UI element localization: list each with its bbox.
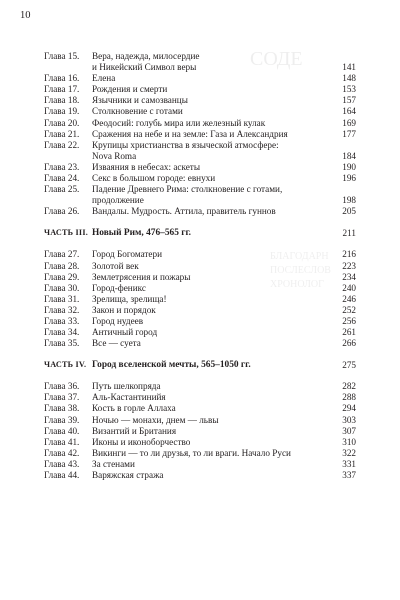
chapter-page: 310 (342, 436, 356, 447)
chapter-page: 157 (342, 95, 356, 106)
toc-row (44, 392, 356, 403)
toc-row (44, 459, 356, 470)
toc-row (44, 206, 356, 217)
toc-row (44, 51, 356, 73)
show-through-text: СОДЕ (250, 48, 303, 70)
toc-row (44, 106, 356, 117)
part-label: ЧАСТЬ III. (44, 228, 88, 238)
toc-row (44, 84, 356, 95)
toc-row (44, 316, 356, 327)
chapter-page: 331 (342, 458, 356, 469)
toc-row (44, 73, 356, 84)
chapter-page: 141 (342, 62, 356, 73)
chapter-label: Глава 22. (44, 139, 80, 150)
chapter-title: Путь шелкопряда (92, 381, 161, 392)
chapter-label: Глава 28. (44, 260, 80, 271)
chapter-title: Варяжская стража (92, 470, 164, 480)
chapter-label: Глава 39. (44, 414, 80, 425)
chapter-label: Глава 32. (44, 304, 80, 315)
chapter-label: Глава 42. (44, 447, 80, 458)
chapter-page: 169 (342, 117, 356, 128)
chapter-label: Глава 21. (44, 128, 80, 139)
chapter-title: Викинги — то ли друзья, то ли враги. Начало Руси (92, 447, 291, 458)
part-title: Город вселенской мечты, 565–1050 гг. (92, 360, 251, 371)
table-of-contents (44, 51, 356, 481)
chapter-page: 322 (342, 447, 356, 458)
toc-row (44, 294, 356, 305)
toc-row (44, 95, 356, 106)
part-label: ЧАСТЬ IV. (44, 360, 87, 370)
chapter-page: 266 (342, 338, 356, 349)
part-heading (44, 227, 356, 239)
chapter-page: 288 (342, 392, 356, 403)
toc-row (44, 415, 356, 426)
chapter-label: Глава 15. (44, 51, 80, 61)
chapter-title: Город-феникс (92, 282, 146, 293)
chapter-label: Глава 37. (44, 392, 80, 403)
chapter-page: 198 (342, 195, 356, 206)
chapter-title: Язычники и самозванцы (92, 95, 188, 106)
toc-row (44, 305, 356, 316)
chapter-label: Глава 35. (44, 338, 80, 349)
toc-row (44, 403, 356, 414)
toc-row (44, 448, 356, 459)
chapter-label: Глава 40. (44, 425, 80, 436)
chapter-title: Сражения на небе и на земле: Газа и Александрия (92, 128, 288, 139)
chapter-label: Глава 24. (44, 173, 80, 184)
chapter-label: Глава 30. (44, 282, 80, 293)
chapter-title: Город нудеев (92, 315, 144, 326)
chapter-label: Глава 16. (44, 73, 80, 84)
chapter-title: Изваяния в небесах: аскеты (92, 161, 200, 172)
chapter-title: Вера, надежда, милосердие и Никейский Символ веры (92, 51, 200, 73)
toc-row (44, 249, 356, 260)
chapter-title: Елена (92, 73, 116, 84)
chapter-label: Глава 17. (44, 84, 80, 95)
chapter-label: Глава 19. (44, 106, 80, 117)
chapter-title: Крупицы христианства в языческой атмосфере: Nova Roma (92, 139, 279, 161)
chapter-label: Глава 26. (44, 206, 80, 217)
toc-row (44, 470, 356, 481)
toc-row (44, 261, 356, 272)
chapter-title: Аль-Кастантинийя (92, 392, 166, 403)
chapter-list (44, 51, 356, 217)
chapter-title: Секс в большом городе: евнухи (92, 173, 216, 184)
chapter-title: Ночью — монахи, днем — львы (92, 414, 219, 425)
toc-row (44, 140, 356, 162)
page-number: 10 (20, 10, 31, 21)
chapter-title: Зрелища, зрелища! (92, 293, 167, 304)
chapter-page: 240 (342, 282, 356, 293)
chapter-title: Кость в горле Аллаха (92, 403, 176, 414)
toc-row (44, 129, 356, 140)
chapter-title: Византий и Британия (92, 425, 177, 436)
toc-row (44, 338, 356, 349)
chapter-label: Глава 23. (44, 161, 80, 172)
chapter-label: Глава 27. (44, 249, 80, 260)
chapter-page: 205 (342, 206, 356, 217)
chapter-title: Иконы и иконоборчество (92, 436, 191, 447)
chapter-page: 303 (342, 414, 356, 425)
chapter-title: Столкновение с готами (92, 106, 183, 117)
chapter-page: 252 (342, 304, 356, 315)
chapter-title: Закон и порядок (92, 304, 156, 315)
toc-row (44, 162, 356, 173)
chapter-page: 153 (342, 84, 356, 95)
chapter-page: 256 (342, 315, 356, 326)
chapter-page: 234 (342, 271, 356, 282)
toc-row (44, 327, 356, 338)
toc-row (44, 173, 356, 184)
chapter-title: Вандалы. Мудрость. Аттила, правитель гуннов (92, 206, 276, 217)
chapter-title: Золотой век (92, 260, 139, 271)
toc-row (44, 381, 356, 392)
chapter-page: 184 (342, 150, 356, 161)
chapter-label: Глава 20. (44, 117, 80, 128)
chapter-page: 177 (342, 128, 356, 139)
chapter-title: Античный город (92, 327, 158, 338)
toc-row (44, 426, 356, 437)
chapter-label: Глава 25. (44, 184, 80, 195)
chapter-label: Глава 41. (44, 436, 80, 447)
chapter-title: Падение Древнего Рима: столкновение с готами, продолжение (92, 184, 283, 206)
chapter-title: Все — суета (92, 338, 141, 349)
chapter-title: Рождения и смерти (92, 84, 168, 95)
toc-row (44, 184, 356, 206)
chapter-page: 223 (342, 260, 356, 271)
chapter-label: Глава 34. (44, 327, 80, 338)
chapter-list (44, 381, 356, 481)
chapter-page: 190 (342, 161, 356, 172)
chapter-page: 337 (342, 470, 356, 480)
toc-row (44, 283, 356, 294)
chapter-page: 246 (342, 293, 356, 304)
part-page: 275 (342, 360, 356, 371)
toc-row (44, 272, 356, 283)
chapter-page: 307 (342, 425, 356, 436)
chapter-title: Город Богоматери (92, 249, 163, 260)
part-heading (44, 359, 356, 371)
toc-row (44, 437, 356, 448)
chapter-label: Глава 29. (44, 271, 80, 282)
chapter-label: Глава 31. (44, 293, 80, 304)
chapter-page: 148 (342, 73, 356, 84)
chapter-page: 216 (342, 249, 356, 260)
chapter-title: За стенами (92, 458, 135, 469)
toc-row (44, 118, 356, 129)
part-title: Новый Рим, 476–565 гг. (92, 228, 192, 239)
chapter-title: Землетрясения и пожары (92, 271, 191, 282)
chapter-label: Глава 43. (44, 458, 80, 469)
chapter-page: 164 (342, 106, 356, 117)
part-page: 211 (342, 228, 356, 239)
chapter-title: Феодосий: голубь мира или железный кулак (92, 117, 266, 128)
chapter-page: 294 (342, 403, 356, 414)
chapter-label: Глава 18. (44, 95, 80, 106)
chapter-label: Глава 38. (44, 403, 80, 414)
chapter-list (44, 249, 356, 349)
chapter-label: Глава 36. (44, 381, 80, 392)
chapter-label: Глава 33. (44, 315, 80, 326)
show-through-text: БЛАГОДАРН ПОСЛЕСЛОВ ХРОНОЛОГ (270, 251, 331, 290)
chapter-page: 282 (342, 381, 356, 392)
chapter-label: Глава 44. (44, 470, 80, 480)
chapter-page: 261 (342, 327, 356, 338)
chapter-page: 196 (342, 173, 356, 184)
